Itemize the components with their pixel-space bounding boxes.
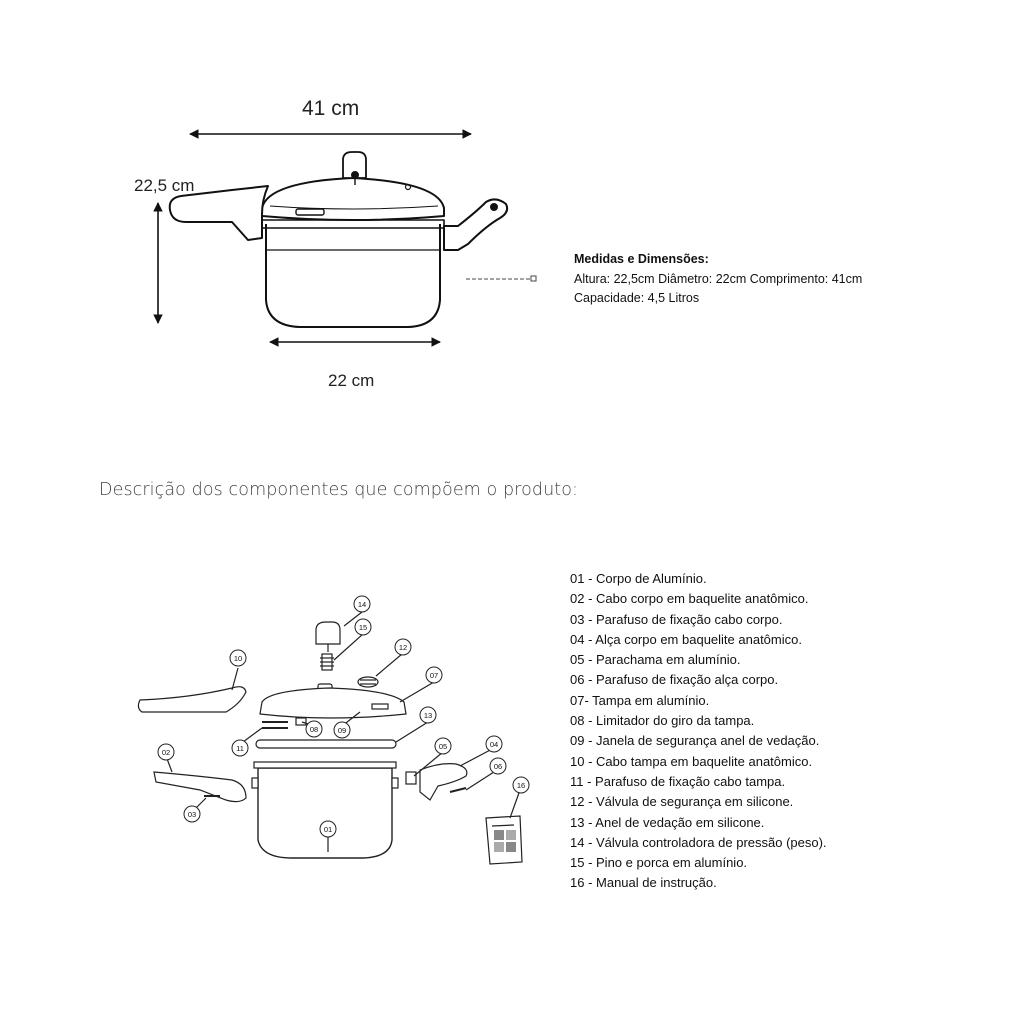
svg-text:14: 14: [357, 600, 367, 609]
length-label: 41 cm: [302, 97, 360, 120]
parts-list-item: 16 - Manual de instrução.: [570, 875, 717, 891]
height-label: 22,5 cm: [134, 176, 195, 195]
parts-list-item: 12 - Válvula de segurança em silicone.: [570, 794, 794, 810]
parts-list-item: 05 - Parachama em alumínio.: [570, 652, 741, 668]
part-side-handle: [420, 764, 467, 800]
part-handle-screw: [450, 788, 466, 792]
part-weight: [316, 622, 340, 644]
parts-list-item: 14 - Válvula controladora de pressão (peso).: [570, 834, 827, 850]
parts-list-item: 09 - Janela de segurança anel de vedação.: [570, 733, 820, 749]
svg-text:07: 07: [429, 671, 439, 680]
parts-list-item: 03 - Parafuso de fixação cabo corpo.: [570, 611, 783, 627]
svg-text:05: 05: [438, 742, 448, 751]
callout-10: [230, 650, 246, 666]
callout-06: [490, 758, 506, 774]
svg-text:12: 12: [398, 643, 408, 652]
specs-capacity: Capacidade: 4,5 Litros: [574, 291, 700, 305]
parts-list-item: 04 - Alça corpo em baquelite anatômico.: [570, 631, 802, 647]
specs-dimensions: Altura: 22,5cm Diâmetro: 22cm Comprimento: 41cm: [574, 271, 863, 286]
svg-text:02: 02: [161, 748, 171, 757]
callout-08: [306, 721, 322, 737]
svg-text:01: 01: [323, 825, 333, 834]
specs-title: Medidas e Dimensões:: [574, 252, 709, 266]
diameter-label: 22 cm: [328, 371, 375, 390]
callout-12: [395, 639, 411, 655]
part-body-handle: [154, 772, 246, 802]
callout-07: [426, 667, 442, 683]
svg-text:15: 15: [358, 623, 368, 632]
callout-05: [435, 738, 451, 754]
svg-text:11: 11: [236, 744, 244, 753]
svg-text:13: 13: [423, 711, 433, 720]
svg-text:03: 03: [187, 810, 197, 819]
svg-text:16: 16: [516, 781, 526, 790]
callout-03: [184, 806, 200, 822]
part-lid: [260, 688, 406, 718]
svg-text:06: 06: [493, 762, 503, 771]
callout-01: [320, 821, 336, 837]
parts-list-item: 02 - Cabo corpo em baquelite anatômico.: [570, 591, 809, 607]
parts-list-item: 01 - Corpo de Alumínio.: [570, 571, 707, 586]
parts-list-item: 08 - Limitador do giro da tampa.: [570, 713, 755, 729]
part-safety-valve: [358, 677, 378, 687]
parts-list-item: 11 - Parafuso de fixação cabo tampa.: [570, 773, 786, 789]
parts-list-item: 10 - Cabo tampa em baquelite anatômico.: [570, 753, 813, 769]
callout-16: [513, 777, 529, 793]
callout-13: [420, 707, 436, 723]
parts-list-item: 13 - Anel de vedação em silicone.: [570, 814, 765, 830]
part-limiter: [296, 718, 306, 725]
callout-09: [334, 722, 350, 738]
parts-list: [570, 569, 827, 894]
part-body: [258, 768, 392, 858]
parts-list-item: 15 - Pino e porca em alumínio.: [570, 855, 748, 871]
section-title: Descrição dos componentes que compõem o produto:: [99, 480, 579, 500]
svg-text:10: 10: [233, 654, 243, 663]
part-gasket: [256, 740, 396, 748]
callout-04: [486, 736, 502, 752]
parts-list-item: 06 - Parafuso de fixação alça corpo.: [570, 672, 779, 688]
svg-text:04: 04: [489, 740, 499, 749]
part-flame-guard: [406, 772, 416, 784]
part-lid-handle: [138, 687, 246, 712]
callout-11: [232, 740, 248, 756]
callout-02: [158, 744, 174, 760]
callout-14: [354, 596, 370, 612]
svg-text:08: 08: [309, 725, 319, 734]
parts-list-item: 07- Tampa em alumínio.: [570, 692, 710, 708]
svg-text:09: 09: [337, 726, 347, 735]
callout-15: [355, 619, 371, 635]
